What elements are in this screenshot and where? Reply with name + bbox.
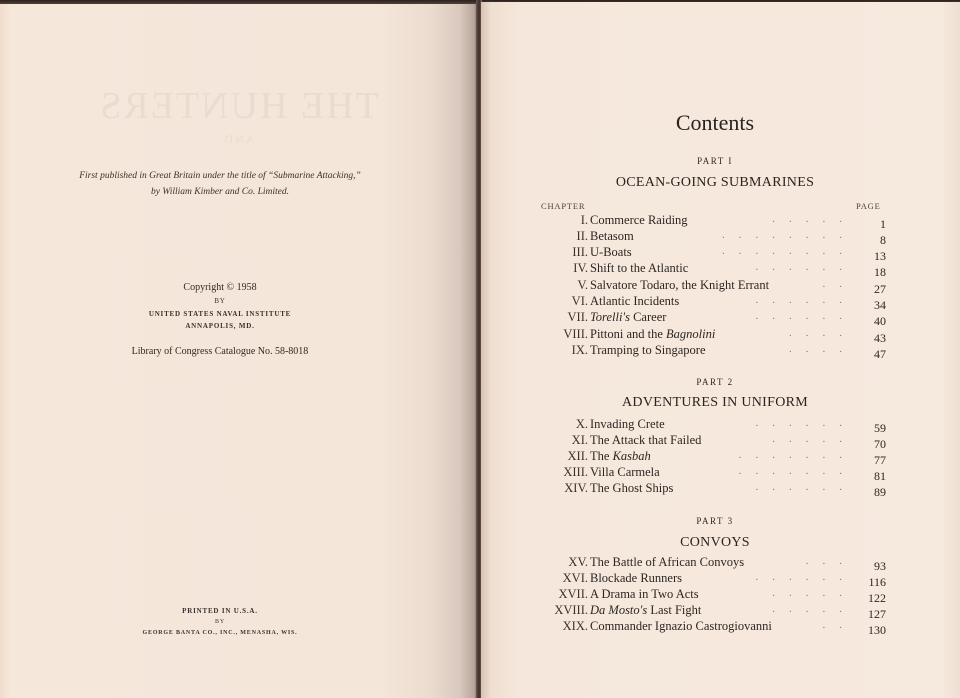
leader-dots: .....: [772, 587, 856, 599]
chapter-title: Betasom: [590, 229, 634, 243]
page-number: 59: [874, 421, 886, 435]
chapter-title: The Attack that Failed: [590, 433, 702, 447]
leader-dots: ......: [755, 310, 856, 322]
toc-entry[interactable]: [530, 465, 886, 481]
page-number: 40: [874, 314, 886, 328]
chapter-title-italic: Torelli's: [590, 310, 630, 324]
page-number: 81: [874, 469, 886, 483]
part-1-name: OCEAN-GOING SUBMARINES: [615, 175, 815, 190]
show-through-title: THE HUNTERS: [98, 85, 379, 127]
toc-entry[interactable]: [530, 213, 886, 229]
library-of-congress-number: Library of Congress Catalogue No. 58-8018: [131, 346, 309, 357]
chapter-title: [590, 310, 666, 325]
page-number: 13: [874, 249, 886, 263]
page-number: 89: [874, 485, 886, 499]
chapter-title-italic: Kasbah: [612, 449, 651, 463]
toc-entry[interactable]: [530, 571, 886, 587]
page-number: 116: [868, 575, 886, 589]
part-3-label: PART 3: [696, 516, 734, 526]
first-published-line-2: by William Kimber and Co. Limited.: [150, 187, 289, 197]
chapter-title: The Ghost Ships: [590, 481, 674, 495]
chapter-number: X.: [575, 417, 588, 431]
chapter-title: Villa Carmela: [590, 465, 660, 479]
chapter-title: Invading Crete: [590, 417, 665, 431]
leader-dots: ...: [805, 555, 856, 567]
chapter-title: [590, 327, 715, 342]
toc-entry[interactable]: [530, 417, 886, 433]
toc-entry[interactable]: [530, 603, 886, 619]
leader-dots: ..: [822, 278, 856, 290]
toc-entry[interactable]: [530, 261, 886, 277]
part-2-name: ADVENTURES IN UNIFORM: [622, 395, 808, 410]
toc-entry[interactable]: [530, 294, 886, 310]
toc-entry[interactable]: [530, 245, 886, 261]
chapter-number: XIV.: [564, 481, 588, 495]
copyright-line: Copyright © 1958: [183, 282, 257, 293]
leader-dots: .......: [738, 449, 856, 461]
printed-in: PRINTED IN U.S.A.: [182, 607, 258, 615]
leader-dots: ....: [789, 343, 856, 355]
page-number: 43: [874, 331, 886, 345]
leader-dots: .....: [772, 433, 856, 445]
chapter-title-pre: Pittoni and the: [590, 327, 667, 341]
chapter-title: Atlantic Incidents: [590, 294, 680, 308]
toc-entry[interactable]: [530, 278, 886, 294]
chapter-title: The Battle of African Convoys: [590, 555, 745, 569]
page-number: 47: [874, 347, 886, 361]
chapter-number: XV.: [568, 555, 588, 569]
chapter-title: A Drama in Two Acts: [590, 587, 699, 601]
toc-entry[interactable]: [530, 343, 886, 359]
chapter-number: XVII.: [558, 587, 588, 601]
contents-title: Contents: [675, 110, 755, 135]
chapter-title: Blockade Runners: [590, 571, 682, 585]
page-number: 93: [874, 559, 886, 573]
leader-dots: ..: [822, 619, 856, 631]
chapter-number: III.: [572, 245, 588, 259]
chapter-title: [590, 449, 651, 464]
chapter-number: IX.: [571, 343, 588, 357]
chapter-title: Commerce Raiding: [590, 213, 688, 227]
page-number: 8: [880, 233, 886, 247]
leader-dots: ......: [755, 417, 856, 429]
chapter-title: Salvatore Todaro, the Knight Errant: [590, 278, 770, 292]
chapter-number: VI.: [571, 294, 588, 308]
publisher-location: ANNAPOLIS, MD.: [185, 322, 255, 330]
toc-entry[interactable]: [530, 433, 886, 449]
show-through-subtitle: AND: [222, 132, 255, 146]
chapter-number: XI.: [571, 433, 588, 447]
page-number: 18: [874, 265, 886, 279]
page-number: 27: [874, 282, 886, 296]
page-number: 127: [868, 607, 886, 621]
chapter-number: I.: [580, 213, 588, 227]
chapter-column-header: CHAPTER: [541, 201, 586, 211]
chapter-number: IV.: [573, 261, 588, 275]
copyright-by: BY: [214, 297, 226, 305]
chapter-number: XII.: [567, 449, 588, 463]
chapter-number: V.: [577, 278, 588, 292]
page-number: 1: [880, 217, 886, 231]
toc-entry[interactable]: [530, 481, 886, 497]
chapter-number: XVI.: [562, 571, 588, 585]
leader-dots: .......: [738, 465, 856, 477]
toc-entry[interactable]: [530, 555, 886, 571]
part-1-label: PART I: [697, 156, 733, 166]
toc-entry[interactable]: [530, 310, 886, 326]
first-published-line-1: First published in Great Britain under the title of “Submarine Attacking,”: [79, 171, 361, 181]
page-column-header: PAGE: [856, 201, 881, 211]
leader-dots: ........: [722, 245, 856, 257]
chapter-number: XIII.: [563, 465, 588, 479]
chapter-title: Shift to the Atlantic: [590, 261, 689, 275]
leader-dots: .....: [772, 603, 856, 615]
toc-entry[interactable]: [530, 327, 886, 343]
chapter-title: [590, 603, 701, 618]
page-number: 70: [874, 437, 886, 451]
page-number: 122: [868, 591, 886, 605]
leader-dots: ......: [755, 571, 856, 583]
chapter-title-rest: Career: [629, 310, 667, 324]
leader-dots: .....: [772, 213, 856, 225]
page-number: 130: [868, 623, 886, 637]
chapter-number: VIII.: [563, 327, 588, 341]
chapter-title: Tramping to Singapore: [590, 343, 706, 357]
chapter-title: Commander Ignazio Castrogiovanni: [590, 619, 772, 633]
toc-entry[interactable]: [530, 449, 886, 465]
leader-dots: ......: [755, 481, 856, 493]
page-number: 77: [874, 453, 886, 467]
leader-dots: ....: [789, 327, 856, 339]
toc-entry[interactable]: [530, 619, 886, 635]
toc-entry[interactable]: [530, 587, 886, 603]
leader-dots: ......: [755, 294, 856, 306]
chapter-number: XVIII.: [554, 603, 588, 617]
chapter-title-italic: Bagnolini: [666, 327, 716, 341]
part-2-label: PART 2: [696, 377, 734, 387]
chapter-number: XIX.: [562, 619, 588, 633]
part-3-name: CONVOYS: [680, 535, 750, 550]
leader-dots: ........: [722, 229, 856, 241]
chapter-number: II.: [576, 229, 588, 243]
chapter-number: VII.: [567, 310, 588, 324]
toc-entry[interactable]: [530, 229, 886, 245]
publisher-name: UNITED STATES NAVAL INSTITUTE: [148, 310, 292, 318]
printer-name: GEORGE BANTA CO., INC., MENASHA, WIS.: [142, 630, 298, 636]
chapter-title: U-Boats: [590, 245, 632, 259]
page-number: 34: [874, 298, 886, 312]
chapter-title-pre: The: [590, 449, 613, 463]
chapter-title-rest: Last Fight: [647, 603, 702, 617]
chapter-title-italic: Da Mosto's: [590, 603, 648, 617]
leader-dots: ......: [755, 261, 856, 273]
printer-by: BY: [215, 619, 225, 625]
